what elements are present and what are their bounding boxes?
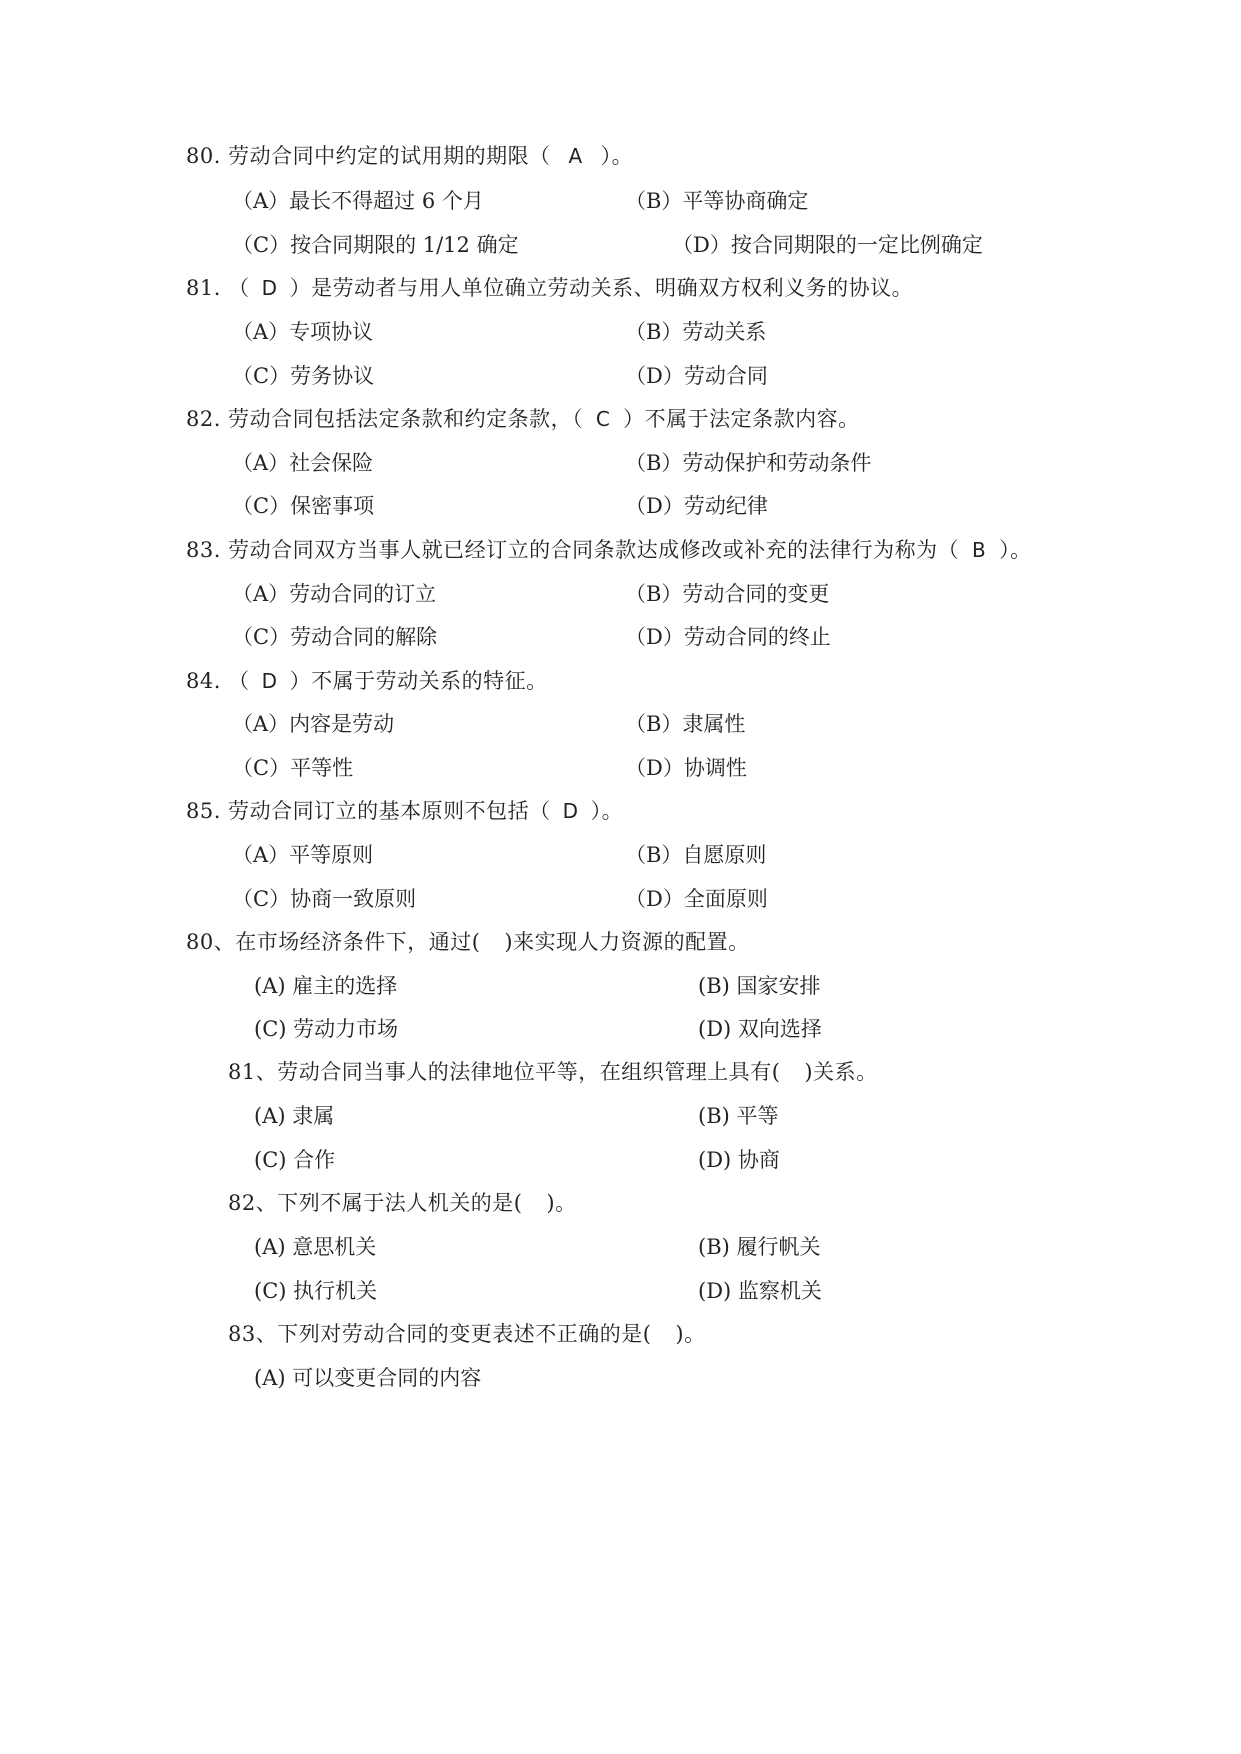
option-a: (A) 隶属 [254,1104,335,1128]
option-b: （B）平等协商确定 [625,189,809,213]
option-a: （A）专项协议 [232,320,374,344]
question-stem: 81. （ D ）是劳动者与用人单位确立劳动关系、明确双方权利义务的协议。 [186,276,914,300]
option-b: （B）自愿原则 [625,843,767,867]
option-a: (A) 可以变更合同的内容 [254,1366,482,1390]
option-d: （D）全面原则 [625,887,768,911]
option-d: (D) 监察机关 [698,1279,822,1303]
option-c: (C) 劳动力市场 [254,1017,399,1041]
option-d: （D）协调性 [625,756,747,780]
question-stem: 80、在市场经济条件下，通过( )来实现人力资源的配置。 [186,930,750,954]
question-stem: 81、劳动合同当事人的法律地位平等，在组织管理上具有( )关系。 [228,1060,878,1084]
option-c: （C）保密事项 [232,494,375,518]
option-b: （B）劳动保护和劳动条件 [625,451,872,475]
option-a: （A）最长不得超过 6 个月 [232,189,484,213]
option-d: (D) 双向选择 [698,1017,822,1041]
option-b: （B）劳动关系 [625,320,767,344]
option-c: （C）按合同期限的 1/12 确定 [232,233,519,257]
option-c: (C) 合作 [254,1148,336,1172]
question-stem: 82. 劳动合同包括法定条款和约定条款，（ C ）不属于法定条款内容。 [186,407,860,431]
answer-letter: A [568,144,583,168]
option-d: (D) 协商 [698,1148,780,1172]
answer-letter: B [971,538,987,562]
option-a: (A) 意思机关 [254,1235,377,1259]
option-a: （A）平等原则 [232,843,374,867]
option-d: （D）劳动合同 [625,364,768,388]
option-b: （B）隶属性 [625,712,746,736]
answer-letter: C [595,407,611,431]
option-b: (B) 履行帆关 [698,1235,821,1259]
question-stem: 83. 劳动合同双方当事人就已经订立的合同条款达成修改或补充的法律行为称为（ B ）。 [186,538,1032,562]
answer-letter: D [261,669,278,693]
option-c: (C) 执行机关 [254,1279,378,1303]
question-stem: 80. 劳动合同中约定的试用期的期限（ A ）。 [186,144,634,168]
question-stem: 84. （ D ）不属于劳动关系的特征。 [186,669,548,693]
option-a: (A) 雇主的选择 [254,974,398,998]
option-c: （C）协商一致原则 [232,887,417,911]
option-a: （A）劳动合同的订立 [232,582,437,606]
option-c: （C）平等性 [232,756,354,780]
answer-letter: D [562,799,579,823]
question-stem: 82、下列不属于法人机关的是( )。 [228,1191,577,1215]
question-stem: 85. 劳动合同订立的基本原则不包括（ D ）。 [186,799,624,823]
option-b: (B) 国家安排 [698,974,821,998]
option-b: （B）劳动合同的变更 [625,582,830,606]
answer-letter: D [261,276,278,300]
option-a: （A）社会保险 [232,451,374,475]
option-d: （D）按合同期限的一定比例确定 [672,233,983,257]
option-d: （D）劳动合同的终止 [625,625,831,649]
option-c: （C）劳务协议 [232,364,375,388]
option-b: (B) 平等 [698,1104,779,1128]
option-a: （A）内容是劳动 [232,712,395,736]
question-stem: 83、下列对劳动合同的变更表述不正确的是( )。 [228,1322,706,1346]
option-c: （C）劳动合同的解除 [232,625,438,649]
option-d: （D）劳动纪律 [625,494,768,518]
